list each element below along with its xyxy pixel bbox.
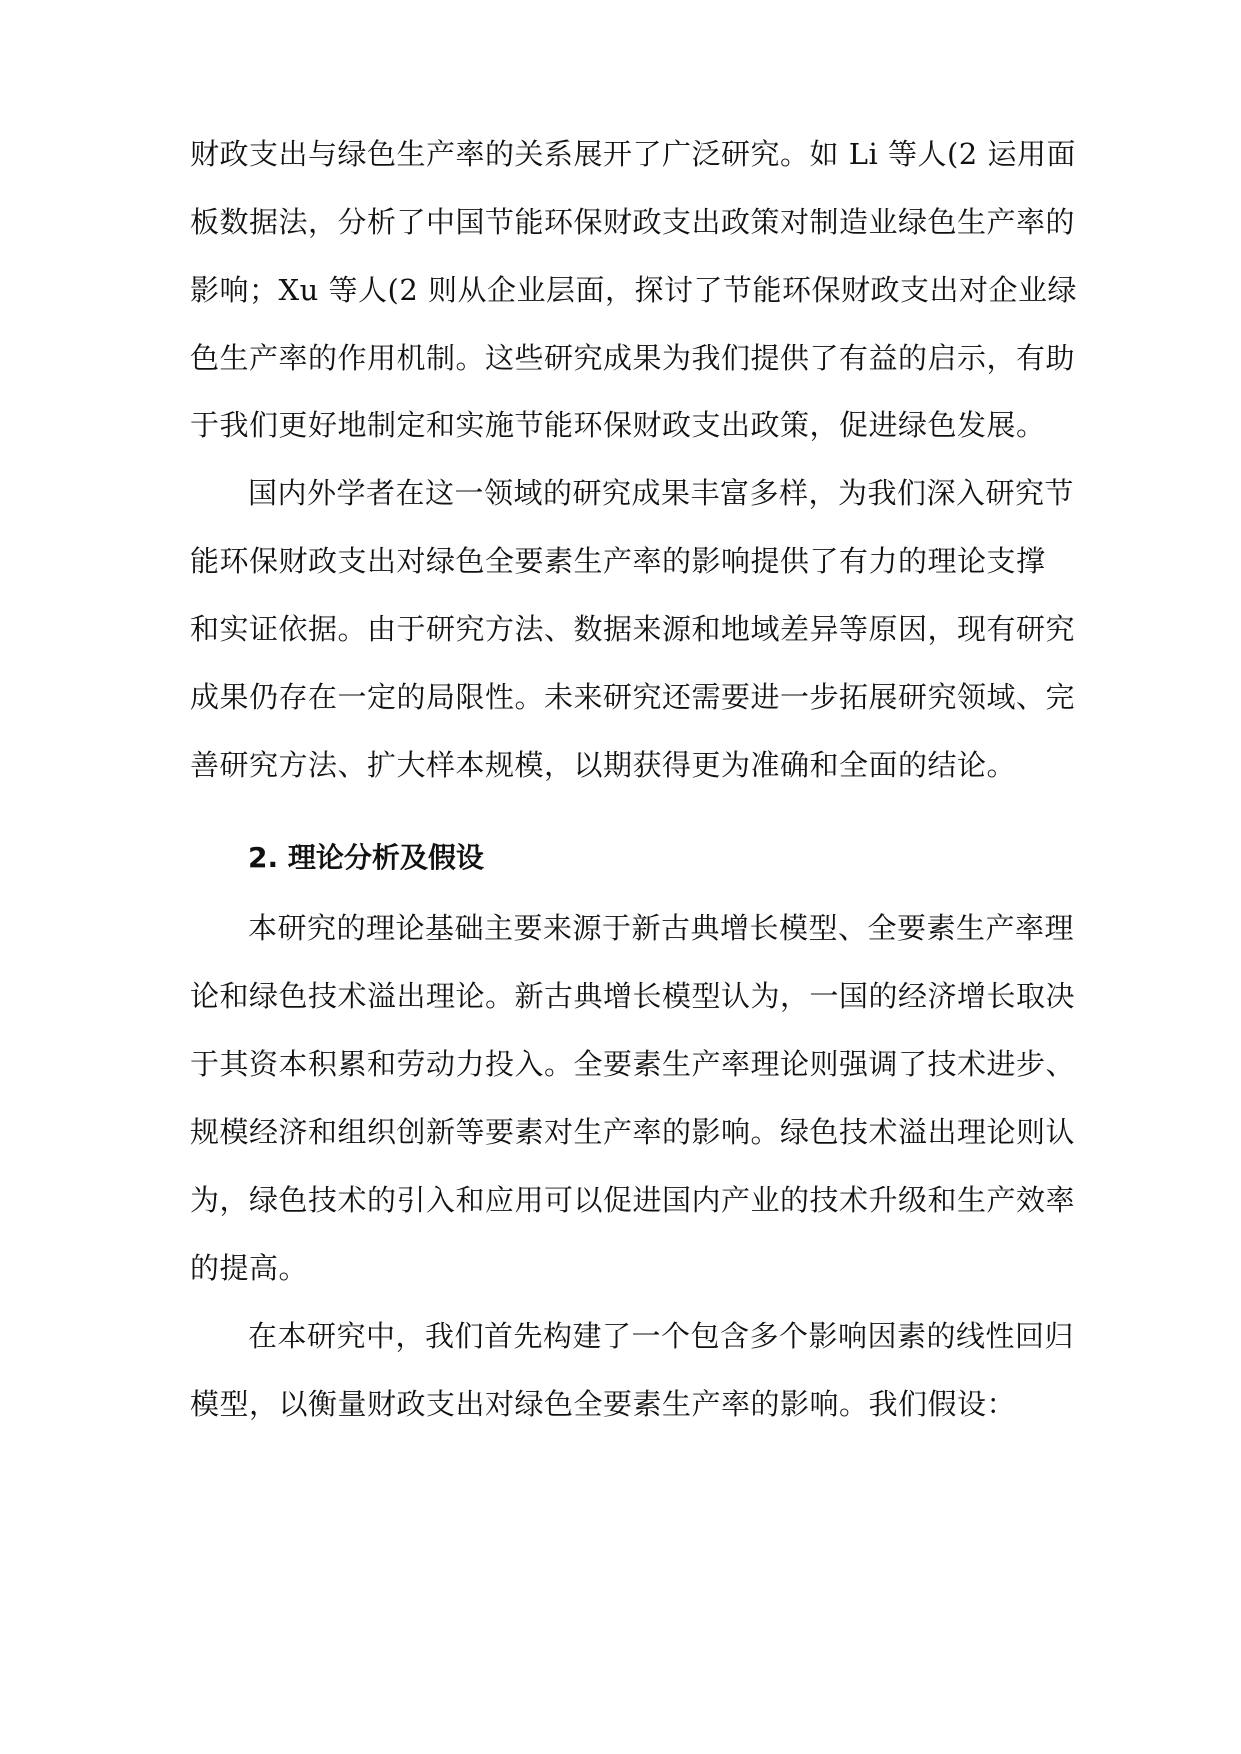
paragraph2-line-3: 和实证依据。由于研究方法、数据来源和地域差异等原因，现有研究: [190, 612, 1076, 646]
paragraph1-line-2: 板数据法，分析了中国节能环保财政支出政策对制造业绿色生产率的: [190, 205, 1076, 239]
paragraph3-line-4: 规模经济和组织创新等要素对生产率的影响。绿色技术溢出理论则认: [190, 1115, 1076, 1149]
section-heading: 2. 理论分析及假设: [248, 841, 484, 874]
paragraph3-line-6: 的提高。: [190, 1251, 309, 1285]
paragraph3-line-3: 于其资本积累和劳动力投入。全要素生产率理论则强调了技术进步、: [190, 1047, 1076, 1081]
paragraph4-line-2: 模型，以衡量财政支出对绿色全要素生产率的影响。我们假设：: [190, 1387, 1017, 1421]
paragraph2-line-2: 能环保财政支出对绿色全要素生产率的影响提供了有力的理论支撑: [190, 544, 1046, 578]
paragraph2-line-1: 国内外学者在这一领域的研究成果丰富多样，为我们深入研究节: [248, 476, 1075, 510]
paragraph2-line-5: 善研究方法、扩大样本规模，以期获得更为准确和全面的结论。: [190, 748, 1017, 782]
paragraph2-line-4: 成果仍存在一定的局限性。未来研究还需要进一步拓展研究领域、完: [190, 680, 1076, 714]
paragraph4-line-1: 在本研究中，我们首先构建了一个包含多个影响因素的线性回归: [248, 1319, 1075, 1353]
paragraph1-line-5: 于我们更好地制定和实施节能环保财政支出政策，促进绿色发展。: [190, 408, 1046, 442]
paragraph3-line-5: 为，绿色技术的引入和应用可以促进国内产业的技术升级和生产效率: [190, 1183, 1076, 1217]
paragraph3-line-1: 本研究的理论基础主要来源于新古典增长模型、全要素生产率理: [248, 911, 1075, 945]
paragraph1-line-3: 影响；Xu 等人(2 则从企业层面，探讨了节能环保财政支出对企业绿: [190, 273, 1078, 307]
paragraph3-line-2: 论和绿色技术溢出理论。新古典增长模型认为，一国的经济增长取决: [190, 979, 1076, 1013]
paragraph1-line-4: 色生产率的作用机制。这些研究成果为我们提供了有益的启示，有助: [190, 341, 1076, 375]
paragraph1-line-1: 财政支出与绿色生产率的关系展开了广泛研究。如 Li 等人(2 运用面: [190, 137, 1076, 171]
